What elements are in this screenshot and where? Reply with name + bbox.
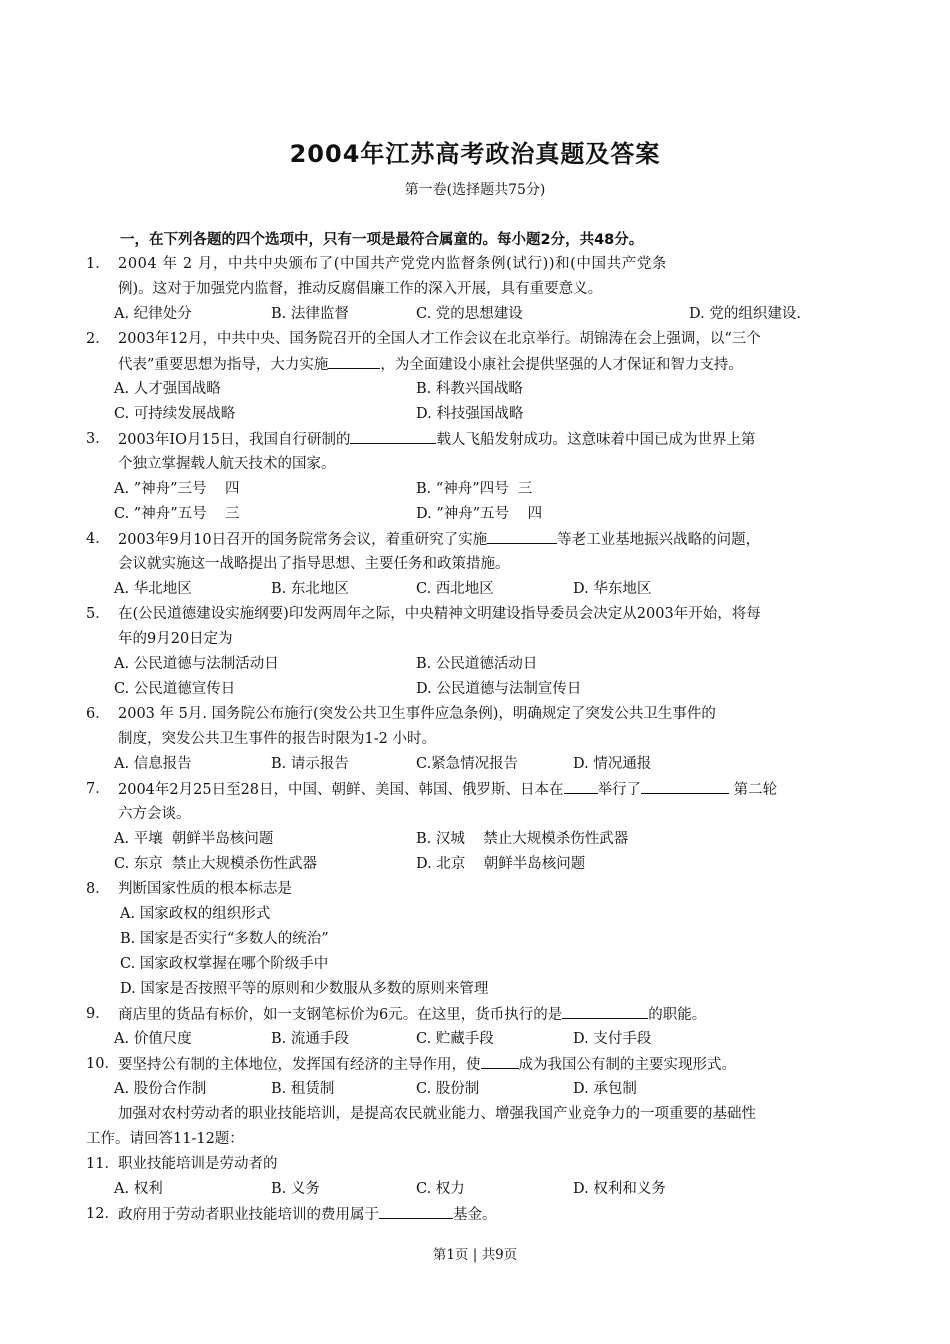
question-text — [118, 1202, 866, 1227]
option-a: A. 公民道德与法制活动日 — [114, 656, 279, 672]
question-text — [118, 1052, 866, 1077]
question-number: 12． — [86, 1206, 119, 1222]
option-b: B. 租赁制 — [271, 1081, 335, 1097]
option-d: D. 承包制 — [573, 1081, 637, 1097]
question-number: 10． — [86, 1056, 119, 1072]
option-b: B. 东北地区 — [271, 581, 349, 597]
options-row — [86, 677, 866, 702]
options-row — [86, 502, 866, 527]
option-d: D. 权利和义务 — [573, 1181, 666, 1197]
question-6 — [86, 702, 866, 727]
text-segment: 成为我国公有制的主要实现形式。 — [518, 1057, 736, 1073]
option-d: D. 国家是否按照平等的原则和少数服从多数的原则来管理 — [120, 981, 489, 997]
fill-blank — [350, 427, 436, 444]
text-segment: 代表”重要思想为指导，大力实施 — [118, 357, 329, 373]
context-paragraph-continued: 工作。请回答11-12题： — [86, 1131, 244, 1147]
option-c: C. 党的思想建设 — [416, 306, 523, 322]
option-c: C. 股份制 — [416, 1081, 480, 1097]
options-row — [86, 752, 866, 777]
question-8 — [86, 877, 866, 902]
option-a: A. 国家政权的组织形式 — [120, 906, 271, 922]
fill-blank — [379, 1202, 453, 1219]
question-number: 1． — [86, 256, 110, 272]
text-segment: 第二轮 — [729, 782, 778, 798]
context-paragraph: 加强对农村劳动者的职业技能培训，是提高农民就业能力、增强我国产业竞争力的一项重要的基础性 — [118, 1106, 756, 1122]
fill-blank — [641, 777, 729, 794]
question-number: 11． — [86, 1156, 119, 1172]
question-4 — [86, 527, 866, 552]
text-segment: 2004年2月25日至28日，中国、朝鲜、美国、韩国、俄罗斯、日本在 — [118, 782, 564, 798]
question-list — [86, 252, 866, 1227]
text-segment: 商店里的货品有标价，如一支钢笔标价为6元。在这里，货币执行的是 — [118, 1007, 563, 1023]
question-text-continued: 例)。这对于加强党内监督，推动反腐倡廉工作的深入开展，具有重要意义。 — [118, 281, 603, 297]
question-1 — [86, 252, 866, 277]
option-b: B. 汉城 禁止大规模杀伤性武器 — [416, 831, 629, 847]
option-c: C. 可持续发展战略 — [114, 406, 236, 422]
page-footer: 第1页 | 共9页 — [432, 1247, 518, 1263]
text-segment: 载人飞船发射成功。这意味着中国已成为世界上第 — [436, 432, 756, 448]
option-d: D. 支付手段 — [573, 1031, 652, 1047]
question-text — [118, 427, 866, 452]
question-number: 6． — [86, 706, 110, 722]
option-a: A. 权利 — [114, 1181, 163, 1197]
option-b: B. “神舟”四号 三 — [416, 481, 533, 497]
option-c: C. 权力 — [416, 1181, 465, 1197]
options-row — [86, 302, 866, 327]
option-a: A. ”神舟”三号 四 — [114, 481, 240, 497]
option-c: C. 西北地区 — [416, 581, 494, 597]
question-text-continued: 年的9月20日定为 — [118, 631, 233, 647]
option-c: C. 东京 禁止大规模杀伤性武器 — [114, 856, 318, 872]
option-a: A. 信息报告 — [114, 756, 192, 772]
question-number: 8． — [86, 881, 110, 897]
option-c: C. 国家政权掌握在哪个阶级手中 — [120, 956, 329, 972]
fill-blank — [487, 527, 557, 544]
question-12 — [86, 1202, 866, 1227]
text-segment: 举行了 — [597, 782, 642, 798]
question-text — [118, 777, 866, 802]
question-number: 4． — [86, 531, 110, 547]
option-d: D. 华东地区 — [573, 581, 652, 597]
option-d: D. 情况通报 — [573, 756, 652, 772]
text-segment: 的职能。 — [648, 1007, 707, 1023]
page-subtitle: 第一卷(选择题共75分) — [404, 182, 546, 198]
question-number: 3． — [86, 431, 110, 447]
question-text-continued: 会议就实施这一战略提出了指导思想、主要任务和政策措施。 — [118, 556, 510, 572]
option-b: B. 法律监督 — [271, 306, 349, 322]
text-segment: 2003年9月10日召开的国务院常务会议，着重研究了实施 — [118, 532, 488, 548]
option-b: B. 请示报告 — [271, 756, 349, 772]
option-a: A. 纪律处分 — [114, 306, 192, 322]
option-b: B. 国家是否实行“多数人的统治” — [120, 931, 329, 947]
options-row — [86, 577, 866, 602]
option-b: B. 流通手段 — [271, 1031, 349, 1047]
options-row — [86, 1177, 866, 1202]
options-row — [86, 1077, 866, 1102]
question-text — [118, 527, 866, 552]
question-text: 在(公民道德建设实施纲要)印发两周年之际，中央精神文明建设指导委员会决定从2003年开始，将每 — [118, 606, 761, 622]
option-d: D. 科技强国战略 — [416, 406, 524, 422]
options-row — [86, 477, 866, 502]
options-row — [86, 377, 866, 402]
option-a: A. 华北地区 — [114, 581, 192, 597]
text-segment: 等老工业基地振兴战略的问题， — [557, 532, 761, 548]
question-text-continued: 六方会谈。 — [118, 806, 191, 822]
option-c: C. 贮藏手段 — [416, 1031, 494, 1047]
question-text: 2004 年 2 月，中共中央颁布了(中国共产党党内监督条例(试行))和(中国共产党条 — [118, 256, 668, 272]
question-number: 7． — [86, 781, 110, 797]
fill-blank — [564, 777, 598, 794]
question-number: 9． — [86, 1006, 110, 1022]
question-text: 判断国家性质的根本标志是 — [118, 881, 292, 897]
question-text — [118, 1002, 866, 1027]
options-row — [86, 652, 866, 677]
option-a: A. 股份合作制 — [114, 1081, 207, 1097]
question-text: 2003年12月，中共中央、国务院召开的全国人才工作会议在北京举行。胡锦涛在会上强调，以“三个 — [118, 331, 761, 347]
question-7 — [86, 777, 866, 802]
option-d: D. ”神舟”五号 四 — [416, 506, 543, 522]
text-segment: 政府用于劳动者职业技能培训的费用属于 — [118, 1207, 379, 1223]
question-9 — [86, 1002, 866, 1027]
option-d: D. 北京 朝鲜半岛核问题 — [416, 856, 586, 872]
question-number: 2． — [86, 331, 110, 347]
question-10 — [86, 1052, 866, 1077]
question-text: 职业技能培训是劳动者的 — [118, 1156, 278, 1172]
options-row — [86, 852, 866, 877]
text-segment: 要坚持公有制的主体地位，发挥国有经济的主导作用，使 — [118, 1057, 481, 1073]
option-b: B. 义务 — [271, 1181, 320, 1197]
options-row — [86, 1027, 866, 1052]
text-segment: ，为全面建设小康社会提供坚强的人才保证和智力支持。 — [380, 357, 743, 373]
question-11 — [86, 1152, 866, 1177]
option-a: A. 人才强国战略 — [114, 381, 221, 397]
option-c: C.紧急情况报告 — [416, 756, 519, 772]
fill-blank — [481, 1052, 519, 1069]
option-c: C. 公民道德宣传日 — [114, 681, 236, 697]
question-3 — [86, 427, 866, 452]
question-text: 2003 年 5月. 国务院公布施行(突发公共卫生事件应急条例)，明确规定了突发公共卫生事件的 — [118, 706, 716, 722]
option-b: B. 公民道德活动日 — [416, 656, 538, 672]
question-5 — [86, 602, 866, 627]
question-text-continued — [86, 352, 866, 377]
option-d: D. 党的组织建设. — [689, 306, 801, 322]
section-heading: 一，在下列各题的四个选项中，只有一项是最符合属童的。每小题2分，共48分。 — [120, 232, 644, 248]
page-title: 2004年江苏高考政治真题及答案 — [289, 140, 661, 168]
option-b: B. 科教兴国战略 — [416, 381, 523, 397]
option-a: A. 价值尺度 — [114, 1031, 192, 1047]
fill-blank — [562, 1002, 648, 1019]
question-text-continued: 个独立掌握载人航天技术的国家。 — [118, 456, 336, 472]
question-number: 5． — [86, 606, 110, 622]
text-segment: 2003年IO月15日，我国自行研制的 — [118, 432, 351, 448]
options-row — [86, 402, 866, 427]
option-a: A. 平壤 朝鲜半岛核问题 — [114, 831, 274, 847]
fill-blank — [328, 352, 380, 369]
question-2 — [86, 327, 866, 352]
question-text-continued: 制度，突发公共卫生事件的报告时限为1-2 小时。 — [118, 731, 436, 747]
options-row — [86, 827, 866, 852]
option-c: C. ”神舟”五号 三 — [114, 506, 240, 522]
text-segment: 基金。 — [453, 1207, 497, 1223]
option-d: D. 公民道德与法制宣传日 — [416, 681, 582, 697]
